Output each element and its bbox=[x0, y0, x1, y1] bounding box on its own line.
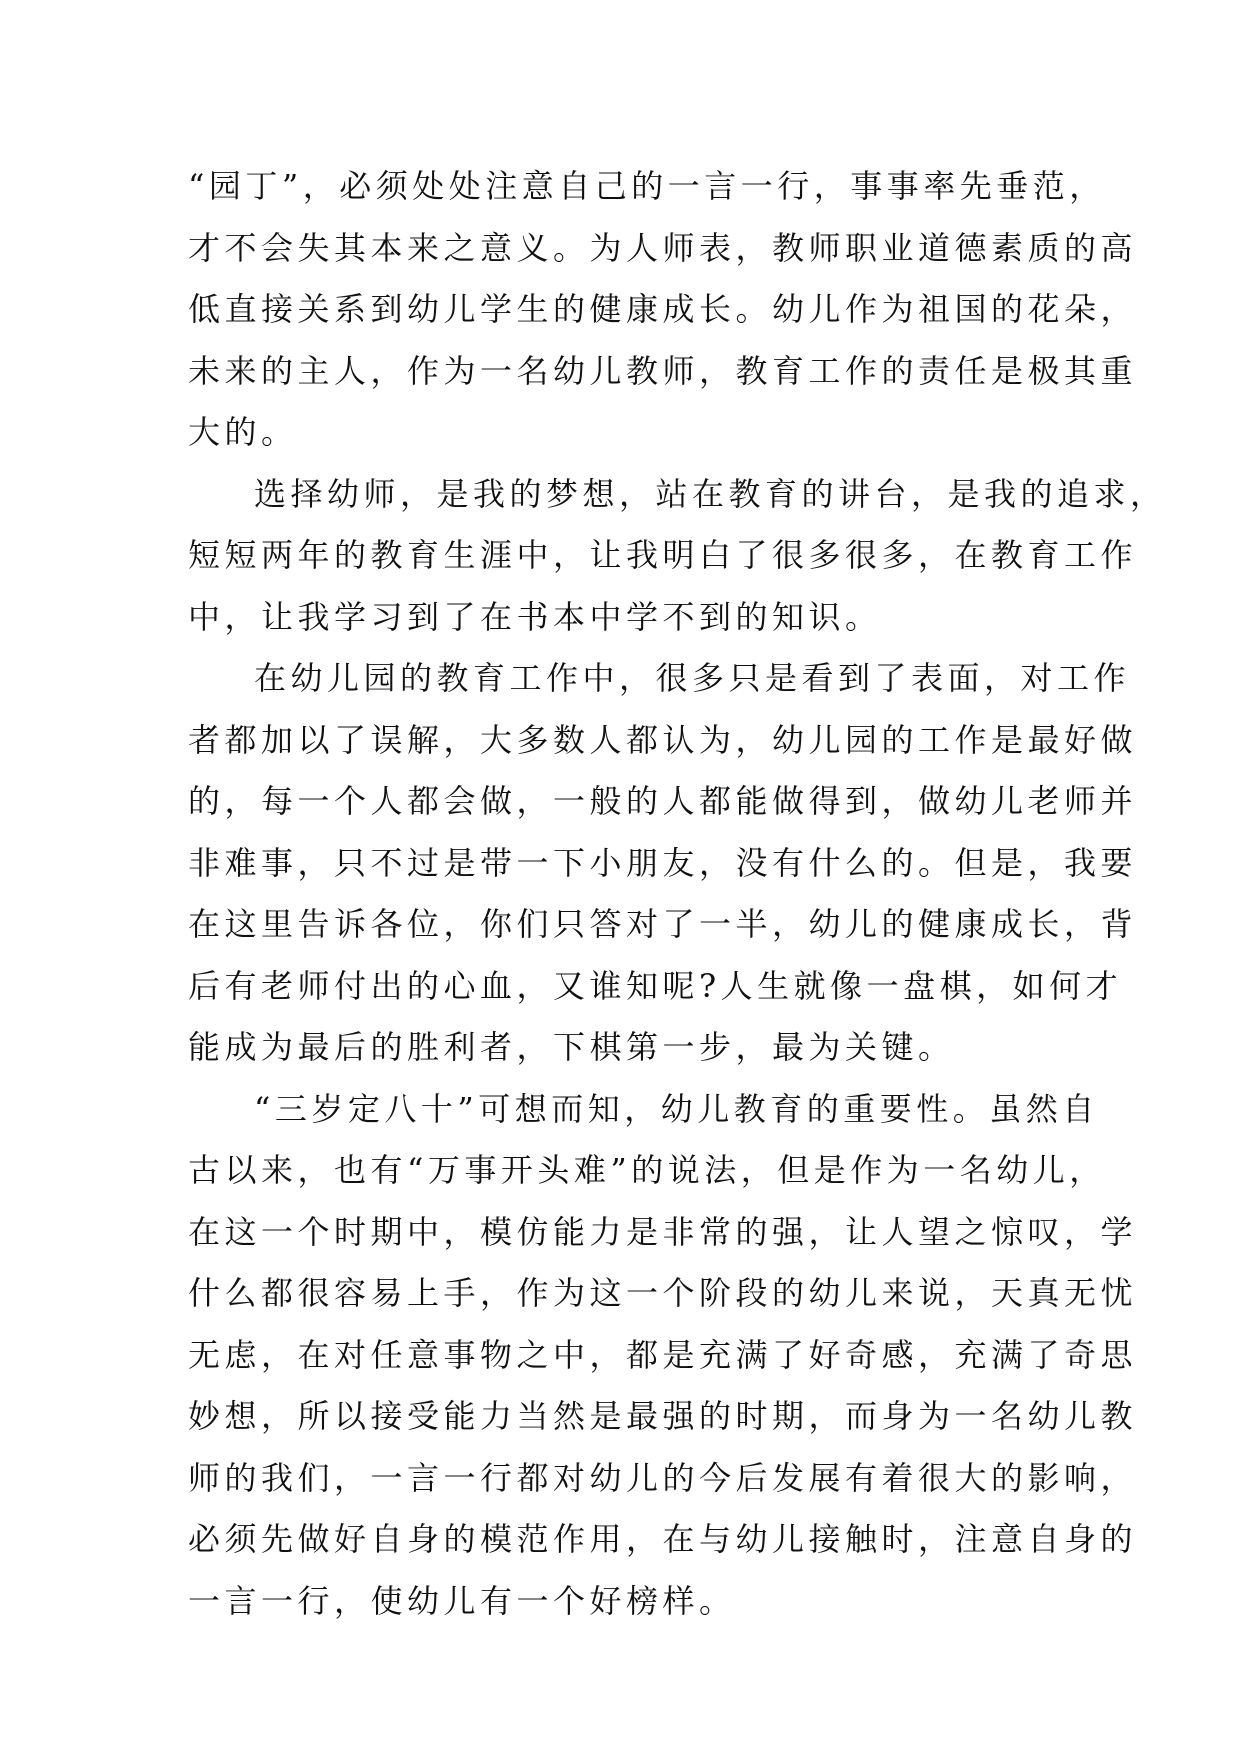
text-line: 能成为最后的胜利者，下棋第一步，最为关键。 bbox=[188, 1028, 955, 1066]
text-line: 非难事，只不过是带一下小朋友，没有什么的。但是，我要 bbox=[188, 843, 1138, 882]
text-line: 什么都很容易上手，作为这一个阶段的幼儿来说，天真无忧 bbox=[188, 1274, 1138, 1312]
text-line: 妙想，所以接受能力当然是最强的时期，而身为一名幼儿教 bbox=[188, 1397, 1138, 1435]
text-line: 低直接关系到幼儿学生的健康成长。幼儿作为祖国的花朵， bbox=[188, 290, 1138, 328]
text-line: 短短两年的教育生涯中，让我明白了很多很多，在教育工作 bbox=[188, 536, 1138, 574]
text-line: 师的我们，一言一行都对幼儿的今后发展有着很大的影响， bbox=[188, 1458, 1138, 1497]
text-line: 在这一个时期中，模仿能力是非常的强，让人望之惊叹，学 bbox=[188, 1212, 1138, 1251]
text-line: “园丁”，必须处处注意自己的一言一行，事事率先垂范， bbox=[188, 167, 1106, 205]
text-line: 必须先做好自身的模范作用，在与幼儿接触时，注意自身的 bbox=[188, 1520, 1138, 1558]
text-line: 中，让我学习到了在书本中学不到的知识。 bbox=[188, 597, 882, 636]
text-line: 一言一行，使幼儿有一个好榜样。 bbox=[188, 1581, 736, 1620]
text-line: 未来的主人，作为一名幼儿教师，教育工作的责任是极其重 bbox=[188, 351, 1138, 390]
text-line: 才不会失其本来之意义。为人师表，教师职业道德素质的高 bbox=[188, 228, 1138, 267]
text-line: 者都加以了误解，大多数人都认为，幼儿园的工作是最好做 bbox=[188, 720, 1138, 759]
text-line: 无虑，在对任意事物之中，都是充满了好奇感，充满了奇思 bbox=[188, 1335, 1138, 1374]
paragraph-first-line: “三岁定八十”可想而知，幼儿教育的重要性。虽然自 bbox=[254, 1089, 1099, 1128]
text-line: 在这里告诉各位，你们只答对了一半，幼儿的健康成长，背 bbox=[188, 905, 1138, 943]
document-body bbox=[188, 156, 1167, 1632]
paragraph-first-line: 在幼儿园的教育工作中，很多只是看到了表面，对工作 bbox=[254, 659, 1131, 697]
text-line: 大的。 bbox=[188, 413, 298, 451]
text-line: 后有老师付出的心血，又谁知呢?人生就像一盘棋，如何才 bbox=[188, 966, 1123, 1005]
text-line: 的，每一个人都会做，一般的人都能做得到，做幼儿老师并 bbox=[188, 782, 1138, 820]
paragraph-first-line: 选择幼师，是我的梦想，站在教育的讲台，是我的追求， bbox=[254, 474, 1167, 513]
text-line: 古以来，也有“万事开头难”的说法，但是作为一名幼儿， bbox=[188, 1151, 1106, 1189]
